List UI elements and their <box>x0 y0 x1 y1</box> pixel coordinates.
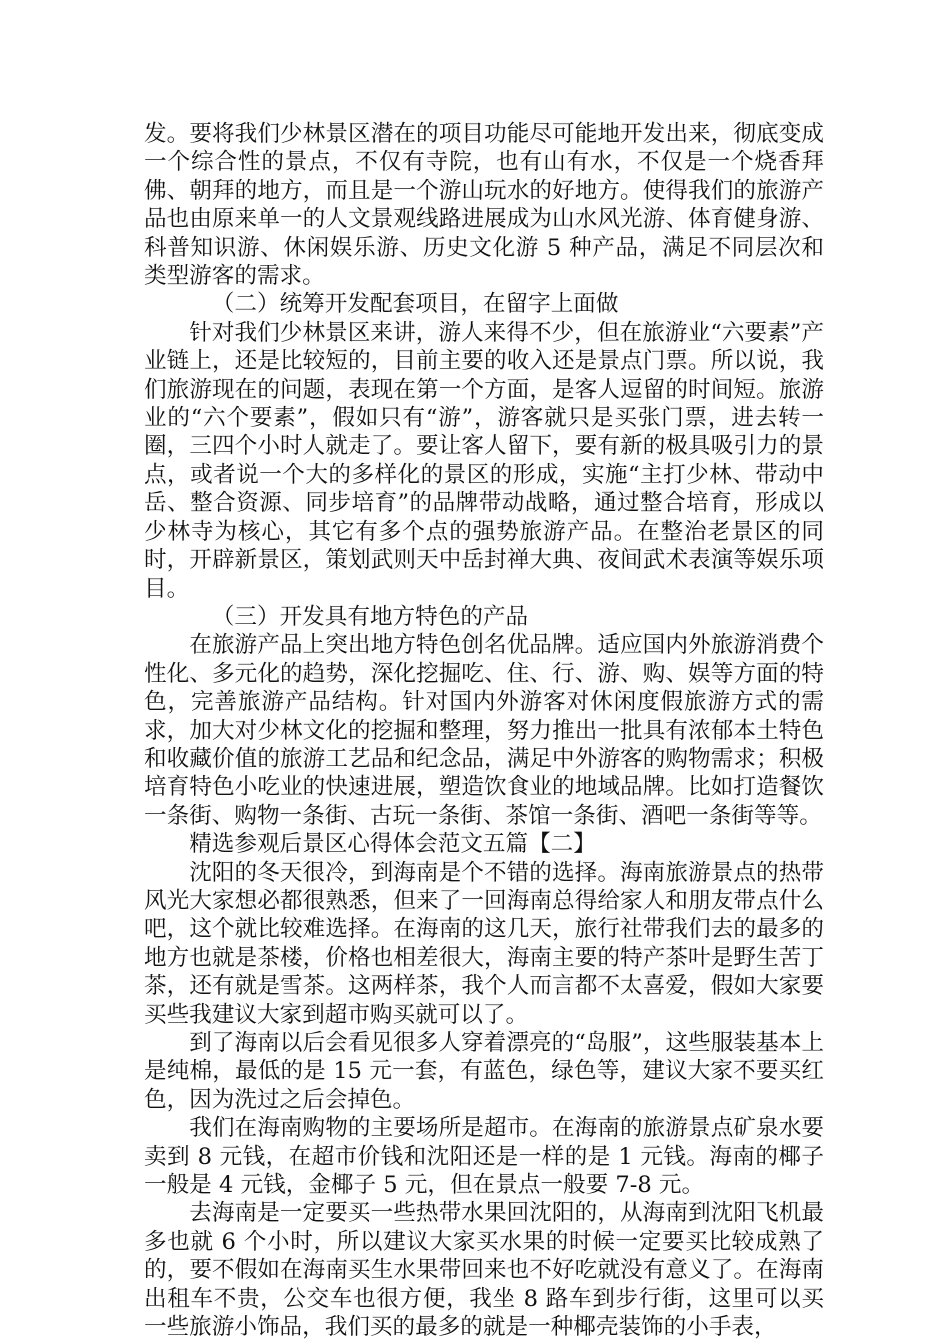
paragraph-intro-continuation: 发。要将我们少林景区潜在的项目功能尽可能地开发出来，彻底变成一个综合性的景点，不仅有寺院，也有山有水，不仅是一个烧香拜佛、朝拜的地方，而且是一个游山玩水的好地方。使得我们的旅游产品也由原来单一的人文景观线路进展成为山水风光游、体育健身游、科普知识游、休闲娱乐游、历史文化游 5 种产品，满足不同层次和类型游客的需求。 <box>144 121 824 290</box>
paragraph-shenyang-hainan: 沈阳的冬天很冷，到海南是个不错的选择。海南旅游景点的热带风光大家想必都很熟悉，但来了一回海南总得给家人和朋友带点什么吧，这个就比较难选择。在海南的这几天，旅行社带我们去的最多的地方也就是茶楼，价格也相差很大，海南主要的特产茶叶是野生苦丁茶，还有就是雪茶。这两样茶，我个人而言都不太喜爱，假如大家要买些我建议大家到超市购买就可以了。 <box>144 859 824 1028</box>
section-heading-2: （二）统筹开发配套项目，在留字上面做 <box>211 291 619 318</box>
document-page <box>144 120 824 1341</box>
paragraph-island-clothes: 到了海南以后会看见很多人穿着漂亮的“岛服”，这些服装基本上是纯棉，最低的是 15 元一套，有蓝色，绿色等，建议大家不要买红色，因为洗过之后会掉色。 <box>144 1030 824 1113</box>
paragraph-supermarket: 我们在海南购物的主要场所是超市。在海南的旅游景点矿泉水要卖到 8 元钱，在超市价钱和沈阳还是一样的是 1 元钱。海南的椰子一般是 4 元钱，金椰子 5 元，但在景点一般要 7-8 元。 <box>144 1115 824 1199</box>
article-title-2: 精选参观后景区心得体会范文五篇【二】 <box>189 831 596 858</box>
paragraph-section-3: 在旅游产品上突出地方特色创名优品牌。适应国内外旅游消费个性化、多元化的趋势，深化挖掘吃、住、行、游、购、娱等方面的特色，完善旅游产品结构。针对国内外游客对休闲度假旅游方式的需求，加大对少林文化的挖掘和整理，努力推出一批具有浓郁本土特色和收藏价值的旅游工艺品和纪念品，满足中外游客的购物需求；积极培育特色小吃业的快速进展，塑造饮食业的地域品牌。比如打造餐饮一条街、购物一条街、古玩一条街、茶馆一条街、酒吧一条街等等。 <box>144 632 824 829</box>
section-heading-3: （三）开发具有地方特色的产品 <box>211 603 529 630</box>
paragraph-section-2: 针对我们少林景区来讲，游人来得不少，但在旅游业“六要素”产业链上，还是比较短的，目前主要的收入还是景点门票。所以说，我们旅游现在的问题，表现在第一个方面，是客人逗留的时间短。旅游业的“六个要素”，假如只有“游”，游客就只是买张门票，进去转一圈，三四个小时人就走了。要让客人留下，要有新的极具吸引力的景点，或者说一个大的多样化的景区的形成，实施“主打少林、带动中岳、整合资源、同步培育”的品牌带动战略，通过整合培育，形成以少林寺为核心，其它有多个点的强势旅游产品。在整治老景区的同时，开辟新景区，策划武则天中岳封禅大典、夜间武术表演等娱乐项目。 <box>144 319 824 602</box>
paragraph-tropical-fruit: 去海南是一定要买一些热带水果回沈阳的，从海南到沈阳飞机最多也就 6 个小时，所以建议大家买水果的时候一定要买比较成熟了的，要不假如在海南买生水果带回来也不好吃就没有意义了。在海南出租车不贵，公交车也很方便，我坐 8 路车到步行街，这里可以买一些旅游小饰品，我们买的最多的就是一种椰壳装饰的小手表， <box>144 1200 824 1341</box>
